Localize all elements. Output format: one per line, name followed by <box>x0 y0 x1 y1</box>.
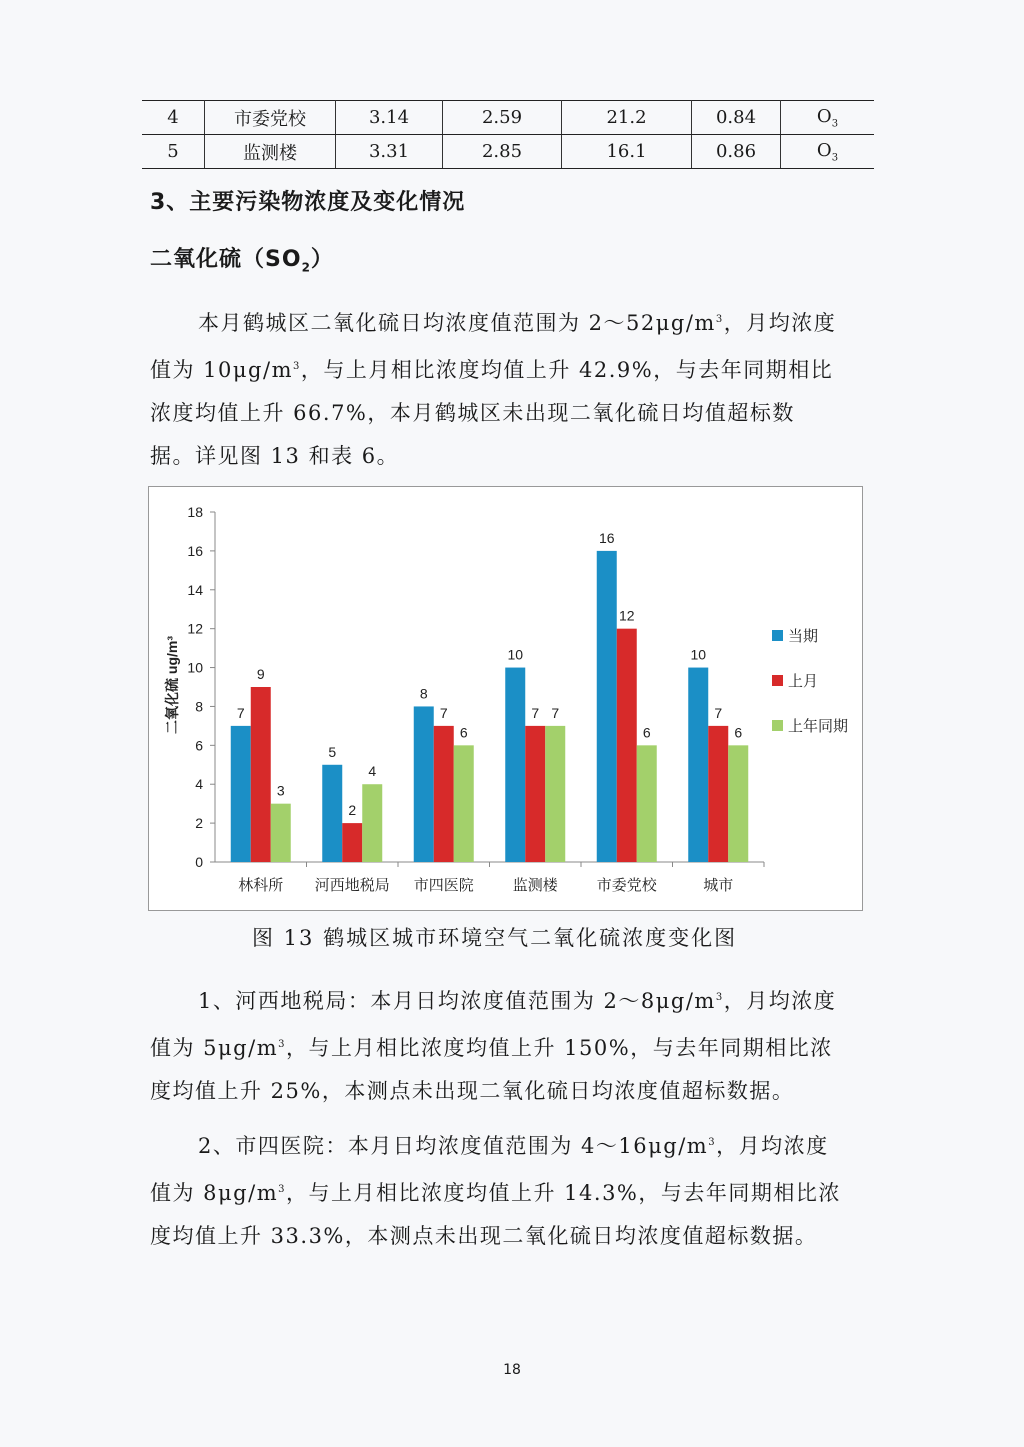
bar <box>342 823 362 862</box>
data-label: 7 <box>551 704 560 721</box>
bar <box>525 726 545 862</box>
data-label: 7 <box>439 704 448 721</box>
legend-label: 上年同期 <box>788 717 849 735</box>
table-cell-value: 16.1 <box>562 135 692 169</box>
bar <box>597 551 617 862</box>
intro-paragraph: 本月鹤城区二氧化硫日均浓度值范围为 $2\sim 52\mu g/m^3$，月均浓度 值为 $10\mu g/m^3$，与上月相比浓度均值上升 42.9%，与去年同期相比 浓度均值上升 66.7%，本月鹤城区未出现二氧化硫日均值超标数 据。详见图 13 和表 6。 <box>150 311 837 468</box>
table-cell-pollutant: $O_3$ <box>781 101 875 135</box>
bar <box>708 726 728 862</box>
table-row <box>142 101 874 135</box>
y-tick-label: 0 <box>195 854 203 870</box>
data-label: 2 <box>348 802 357 819</box>
bar <box>231 726 251 862</box>
table-cell-value: 2.59 <box>443 101 562 135</box>
legend-swatch <box>772 720 783 731</box>
y-tick-label: 18 <box>187 504 203 520</box>
sub-heading: 二氧化硫$(SO_2)$ <box>150 247 334 275</box>
page-number: 18 <box>503 1362 521 1378</box>
table-cell-value: 0.84 <box>692 101 781 135</box>
y-tick-label: 10 <box>187 659 203 676</box>
chart-svg <box>149 487 862 910</box>
table-row <box>142 135 874 169</box>
data-label: 10 <box>507 646 524 663</box>
table-cell-no: 4 <box>142 101 205 135</box>
y-tick-label: 6 <box>195 737 203 754</box>
bar <box>362 784 382 862</box>
x-tick-label: 城市 <box>703 876 734 894</box>
y-tick-label: 8 <box>195 698 203 715</box>
bar <box>271 804 291 862</box>
data-label: 6 <box>459 724 468 741</box>
table-cell-name: 市委党校 <box>205 101 336 135</box>
data-label: 8 <box>419 685 428 702</box>
data-label: 7 <box>531 704 540 721</box>
legend-swatch <box>772 630 783 641</box>
data-label: 12 <box>618 607 635 624</box>
data-label: 3 <box>276 782 285 799</box>
bar <box>688 668 708 862</box>
x-tick-label: 林科所 <box>238 876 284 894</box>
y-tick-label: 4 <box>195 776 203 793</box>
y-axis-label: 二氧化硫 ug/m³ <box>164 636 180 734</box>
x-tick-label: 市委党校 <box>596 876 657 894</box>
bar <box>617 629 637 862</box>
table-cell-value: 0.86 <box>692 135 781 169</box>
paragraph-station-2: 2、市四医院：本月日均浓度值范围为 $4\sim 16\mu g/m^3$，月均浓度 值为 $8\mu g/m^3$，与上月相比浓度均值上升 14.3%，与去年同期相比浓 度均值上升 33.3%，本测点未出现二氧化硫日均浓度值超标数据。 <box>150 1134 841 1248</box>
data-label: 6 <box>642 724 651 741</box>
bar <box>637 745 657 862</box>
table-cell-no: 5 <box>142 135 205 169</box>
data-label: 5 <box>328 743 337 760</box>
so2-bar-chart <box>148 486 863 911</box>
data-label: 16 <box>598 529 615 546</box>
bar <box>505 668 525 862</box>
x-tick-label: 市四医院 <box>413 876 474 894</box>
y-tick-label: 16 <box>187 542 203 559</box>
data-label: 10 <box>690 646 707 663</box>
figure-caption: 图 13 鹤城区城市环境空气二氧化硫浓度变化图 <box>252 926 738 950</box>
bar <box>728 745 748 862</box>
data-label: 4 <box>368 763 377 780</box>
table-cell-value: 3.31 <box>336 135 443 169</box>
x-tick-label: 河西地税局 <box>314 876 390 894</box>
table-cell-pollutant: $O_3$ <box>781 135 875 169</box>
table-cell-value: 21.2 <box>562 101 692 135</box>
legend-label: 当期 <box>788 627 819 645</box>
bar <box>454 745 474 862</box>
data-label: 9 <box>256 666 265 682</box>
station-table <box>142 100 874 169</box>
bar <box>322 765 342 862</box>
legend-label: 上月 <box>788 672 819 690</box>
bar <box>434 726 454 862</box>
paragraph-station-1: 1、河西地税局：本月日均浓度值范围为 $2\sim 8\mu g/m^3$，月均浓度 值为 $5\mu g/m^3$，与上月相比浓度均值上升 150%，与去年同期相比浓 度均值上升 25%，本测点未出现二氧化硫日均浓度值超标数据。 <box>150 989 837 1103</box>
y-tick-label: 14 <box>187 581 203 598</box>
x-tick-label: 监测楼 <box>512 876 558 894</box>
bar <box>414 706 434 862</box>
legend-swatch <box>772 675 783 686</box>
section-heading: 3、主要污染物浓度及变化情况 <box>150 190 466 215</box>
data-label: 7 <box>714 704 723 721</box>
bar <box>251 687 271 862</box>
table-cell-value: 3.14 <box>336 101 443 135</box>
table-cell-name: 监测楼 <box>205 135 336 169</box>
y-tick-label: 2 <box>195 815 203 832</box>
y-tick-label: 12 <box>187 620 203 637</box>
data-label: 7 <box>236 704 245 721</box>
data-label: 6 <box>734 724 743 741</box>
bar <box>545 726 565 862</box>
table-cell-value: 2.85 <box>443 135 562 169</box>
